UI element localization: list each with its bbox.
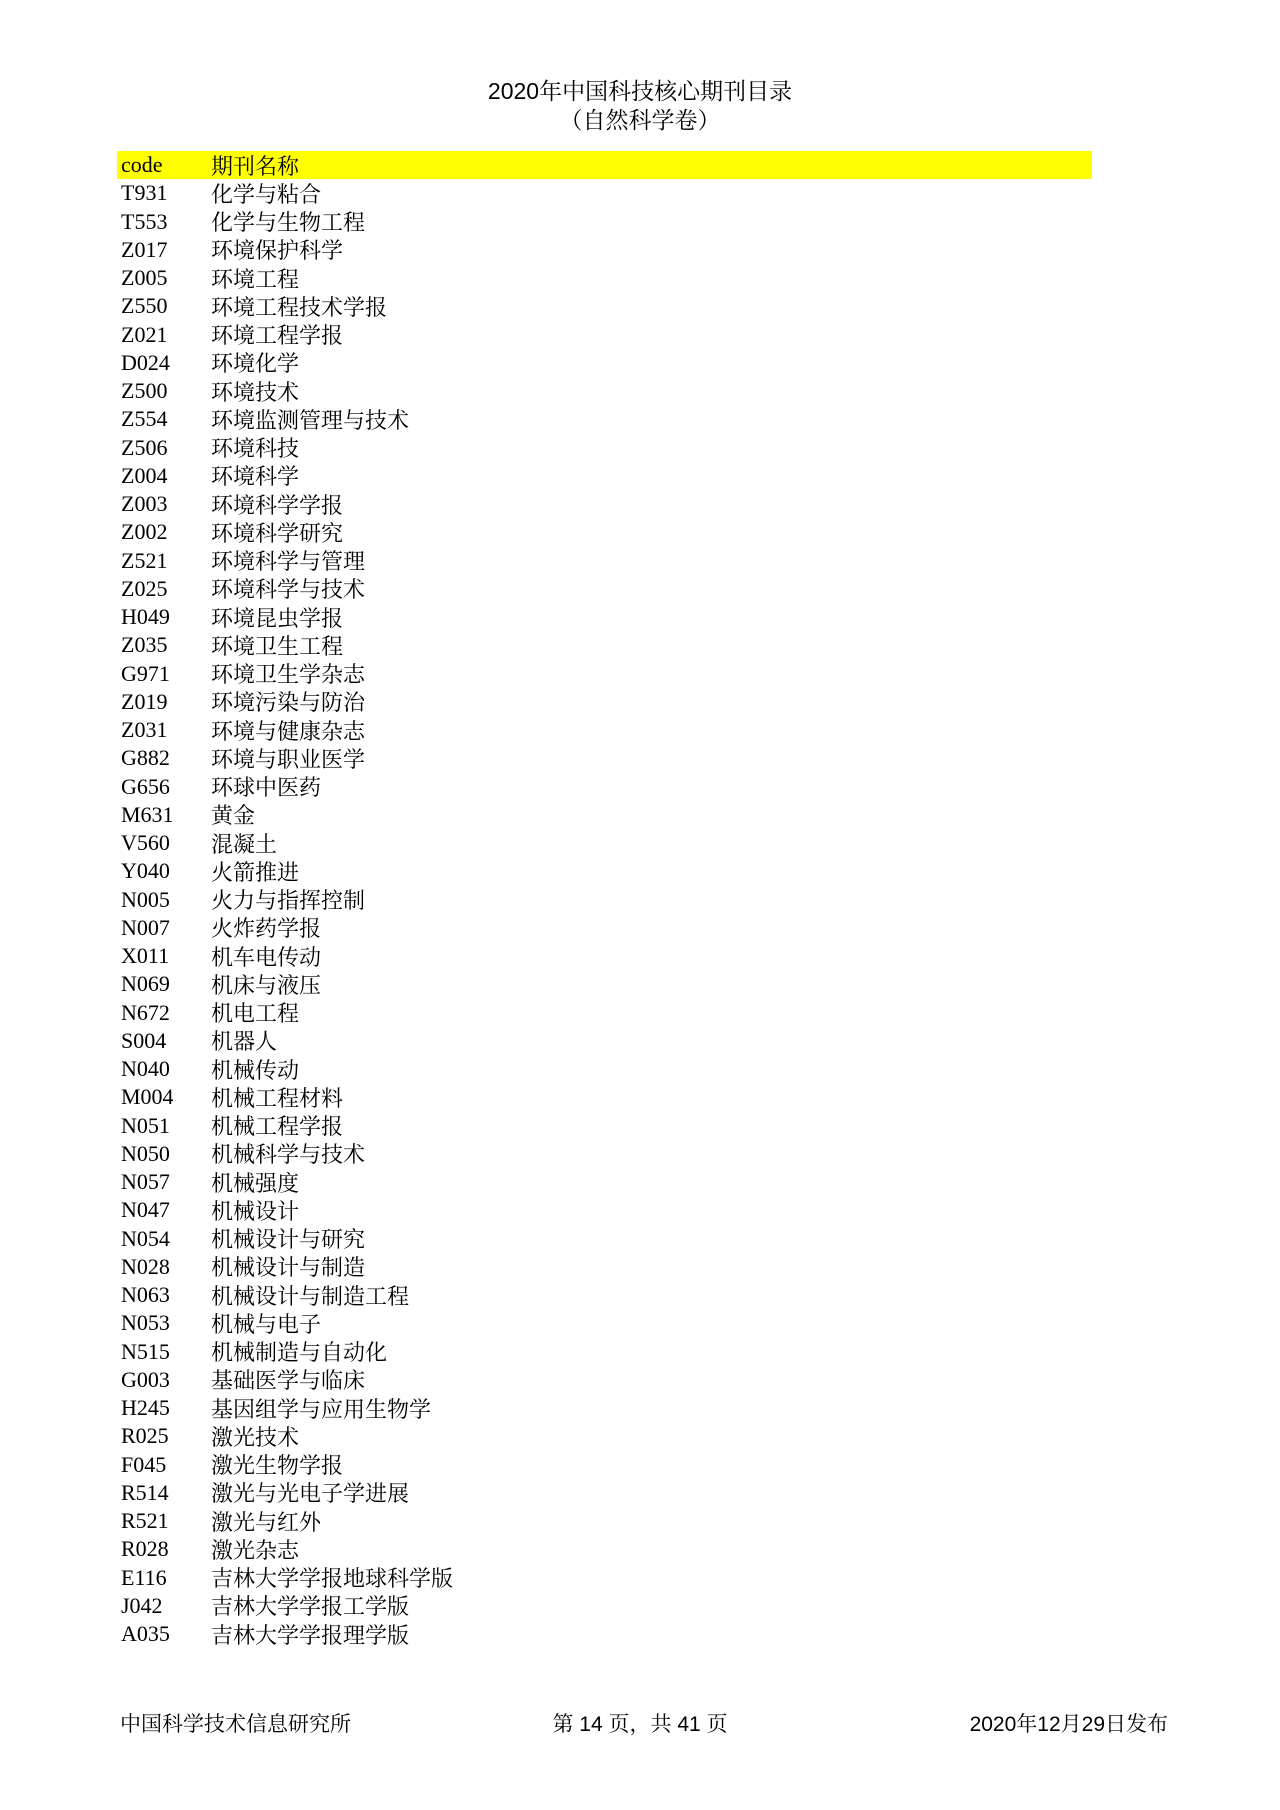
- journal-code: H049: [121, 604, 170, 630]
- table-row: [117, 1479, 1092, 1507]
- table-row: [117, 518, 1092, 546]
- table-row: [117, 857, 1092, 885]
- journal-name: 环境科学与管理: [211, 549, 366, 575]
- journal-code: D024: [121, 349, 170, 375]
- journal-name: 机械设计与制造: [211, 1255, 366, 1281]
- journal-code: Z005: [121, 265, 168, 291]
- table-row: [117, 1620, 1092, 1648]
- document-subtitle: （自然科学卷）: [559, 107, 721, 133]
- journal-table: [117, 151, 1092, 1648]
- journal-code: Z035: [121, 632, 168, 658]
- table-row: [117, 773, 1092, 801]
- journal-name: 吉林大学学报工学版: [211, 1594, 410, 1620]
- journal-code: Z004: [121, 462, 168, 488]
- journal-code: N051: [121, 1112, 170, 1138]
- table-row: [117, 603, 1092, 631]
- journal-name: 基因组学与应用生物学: [211, 1396, 432, 1422]
- table-row: [117, 631, 1092, 659]
- table-row: [117, 660, 1092, 688]
- journal-name: 环境科学: [211, 464, 300, 490]
- table-row: [117, 236, 1092, 264]
- table-row: [117, 1083, 1092, 1111]
- journal-code: N054: [121, 1225, 170, 1251]
- journal-code: Z031: [121, 717, 168, 743]
- journal-code: Z017: [121, 236, 168, 262]
- table-row: [117, 970, 1092, 998]
- journal-name: 机械设计: [211, 1198, 300, 1224]
- journal-name: 环境工程: [211, 266, 300, 292]
- journal-name: 激光与红外: [211, 1509, 322, 1535]
- journal-code: H245: [121, 1395, 170, 1421]
- table-row: [117, 886, 1092, 914]
- journal-code: N063: [121, 1282, 170, 1308]
- column-header-code: code: [121, 152, 163, 178]
- journal-code: Z003: [121, 491, 168, 517]
- journal-name: 机械设计与制造工程: [211, 1283, 410, 1309]
- journal-code: N047: [121, 1197, 170, 1223]
- journal-code: N069: [121, 971, 170, 997]
- journal-name: 激光与光电子学进展: [211, 1481, 410, 1507]
- table-row: [117, 208, 1092, 236]
- journal-name: 化学与生物工程: [211, 210, 366, 236]
- journal-code: Z550: [121, 293, 168, 319]
- journal-code: Z500: [121, 378, 168, 404]
- journal-code: G003: [121, 1366, 170, 1392]
- journal-name: 火炸药学报: [211, 916, 322, 942]
- journal-name: 机械强度: [211, 1170, 300, 1196]
- journal-code: Z554: [121, 406, 168, 432]
- journal-name: 吉林大学学报地球科学版: [211, 1566, 454, 1592]
- journal-code: N007: [121, 914, 170, 940]
- footer-publish-date: 2020年12月29日发布: [969, 1713, 1168, 1736]
- table-row: [117, 405, 1092, 433]
- journal-name: 机械工程学报: [211, 1114, 344, 1140]
- journal-code: M004: [121, 1084, 174, 1110]
- table-row: [117, 1168, 1092, 1196]
- journal-name: 化学与粘合: [211, 181, 322, 207]
- journal-name: 机械科学与技术: [211, 1142, 366, 1168]
- journal-code: Z025: [121, 575, 168, 601]
- table-row: [117, 744, 1092, 772]
- table-row: [117, 292, 1092, 320]
- table-row: [117, 1225, 1092, 1253]
- journal-code: Z019: [121, 688, 168, 714]
- journal-code: N005: [121, 886, 170, 912]
- table-row: [117, 829, 1092, 857]
- table-row: [117, 1027, 1092, 1055]
- journal-name: 机车电传动: [211, 944, 322, 970]
- journal-code: Z506: [121, 434, 168, 460]
- journal-name: 机电工程: [211, 1001, 300, 1027]
- journal-name: 环境与职业医学: [211, 746, 366, 772]
- journal-name: 环境与健康杂志: [211, 718, 366, 744]
- table-row: [117, 264, 1092, 292]
- journal-name: 环境技术: [211, 379, 300, 405]
- journal-name: 机械制造与自动化: [211, 1340, 388, 1366]
- journal-name: 激光技术: [211, 1424, 300, 1450]
- table-row: [117, 688, 1092, 716]
- journal-code: J042: [121, 1592, 163, 1618]
- table-row: [117, 1281, 1092, 1309]
- journal-code: T553: [121, 208, 168, 234]
- journal-code: T931: [121, 180, 168, 206]
- journal-code: N028: [121, 1253, 170, 1279]
- table-row: [117, 999, 1092, 1027]
- journal-name: 火箭推进: [211, 859, 300, 885]
- journal-name: 环境科学与技术: [211, 577, 366, 603]
- table-row: [117, 1196, 1092, 1224]
- journal-code: X011: [121, 943, 170, 969]
- journal-name: 环境昆虫学报: [211, 605, 344, 631]
- document-title: 2020年中国科技核心期刊目录: [487, 78, 793, 104]
- journal-name: 吉林大学学报理学版: [211, 1622, 410, 1648]
- table-row: [117, 547, 1092, 575]
- journal-name: 环境科学学报: [211, 492, 344, 518]
- journal-code: R521: [121, 1508, 169, 1534]
- journal-code: R028: [121, 1536, 169, 1562]
- column-header-name: 期刊名称: [211, 153, 300, 179]
- journal-name: 环境监测管理与技术: [211, 407, 410, 433]
- journal-name: 环境卫生学杂志: [211, 662, 366, 688]
- journal-name: 环境污染与防治: [211, 690, 366, 716]
- table-row: [117, 1253, 1092, 1281]
- table-row: [117, 321, 1092, 349]
- journal-name: 激光生物学报: [211, 1453, 344, 1479]
- journal-code: G882: [121, 745, 170, 771]
- journal-name: 环境卫生工程: [211, 633, 344, 659]
- journal-code: R025: [121, 1423, 169, 1449]
- journal-code: Y040: [121, 858, 170, 884]
- journal-name: 混凝土: [211, 831, 278, 857]
- journal-code: M631: [121, 801, 174, 827]
- journal-code: R514: [121, 1479, 169, 1505]
- table-row: [117, 377, 1092, 405]
- journal-name: 环境保护科学: [211, 238, 344, 264]
- table-row: [117, 179, 1092, 207]
- journal-code: Z021: [121, 321, 168, 347]
- journal-name: 黄金: [211, 803, 256, 829]
- table-row: [117, 1055, 1092, 1083]
- journal-code: N040: [121, 1056, 170, 1082]
- journal-name: 机器人: [211, 1029, 278, 1055]
- journal-name: 环境科技: [211, 436, 300, 462]
- table-row: [117, 462, 1092, 490]
- journal-code: Z002: [121, 519, 168, 545]
- table-row: [117, 1112, 1092, 1140]
- table-row: [117, 801, 1092, 829]
- journal-code: Z521: [121, 547, 168, 573]
- table-row: [117, 1507, 1092, 1535]
- journal-code: F045: [121, 1451, 167, 1477]
- journal-name: 环境工程学报: [211, 323, 344, 349]
- table-row: [117, 349, 1092, 377]
- journal-code: N053: [121, 1310, 170, 1336]
- journal-name: 火力与指挥控制: [211, 888, 366, 914]
- table-row: [117, 1422, 1092, 1450]
- table-row: [117, 1592, 1092, 1620]
- journal-name: 激光杂志: [211, 1537, 300, 1563]
- journal-code: G656: [121, 773, 170, 799]
- table-row: [117, 575, 1092, 603]
- table-row: [117, 914, 1092, 942]
- table-row: [117, 942, 1092, 970]
- journal-name: 环境工程技术学报: [211, 294, 388, 320]
- table-row: [117, 1394, 1092, 1422]
- journal-code: G971: [121, 660, 170, 686]
- journal-code: N672: [121, 999, 170, 1025]
- journal-name: 基础医学与临床: [211, 1368, 366, 1394]
- table-row: [117, 716, 1092, 744]
- table-row: [117, 1451, 1092, 1479]
- journal-code: V560: [121, 830, 170, 856]
- table-row: [117, 1309, 1092, 1337]
- journal-code: A035: [121, 1621, 170, 1647]
- journal-name: 机械与电子: [211, 1311, 322, 1337]
- table-row: [117, 1366, 1092, 1394]
- journal-code: S004: [121, 1027, 167, 1053]
- table-header-row: [117, 151, 1092, 179]
- journal-name: 环境科学研究: [211, 520, 344, 546]
- table-row: [117, 434, 1092, 462]
- table-row: [117, 490, 1092, 518]
- table-row: [117, 1140, 1092, 1168]
- journal-name: 机床与液压: [211, 972, 322, 998]
- journal-code: N050: [121, 1140, 170, 1166]
- journal-name: 环球中医药: [211, 775, 322, 801]
- footer-page-info: 第 14 页，共 41 页: [552, 1713, 728, 1736]
- journal-code: N057: [121, 1169, 170, 1195]
- journal-code: N515: [121, 1338, 170, 1364]
- journal-name: 机械传动: [211, 1057, 300, 1083]
- table-row: [117, 1338, 1092, 1366]
- journal-name: 机械设计与研究: [211, 1227, 366, 1253]
- footer-organization: 中国科学技术信息研究所: [120, 1713, 351, 1736]
- table-body: [117, 179, 1092, 1648]
- journal-name: 环境化学: [211, 351, 300, 377]
- journal-code: E116: [121, 1564, 167, 1590]
- journal-name: 机械工程材料: [211, 1085, 344, 1111]
- table-row: [117, 1564, 1092, 1592]
- table-row: [117, 1535, 1092, 1563]
